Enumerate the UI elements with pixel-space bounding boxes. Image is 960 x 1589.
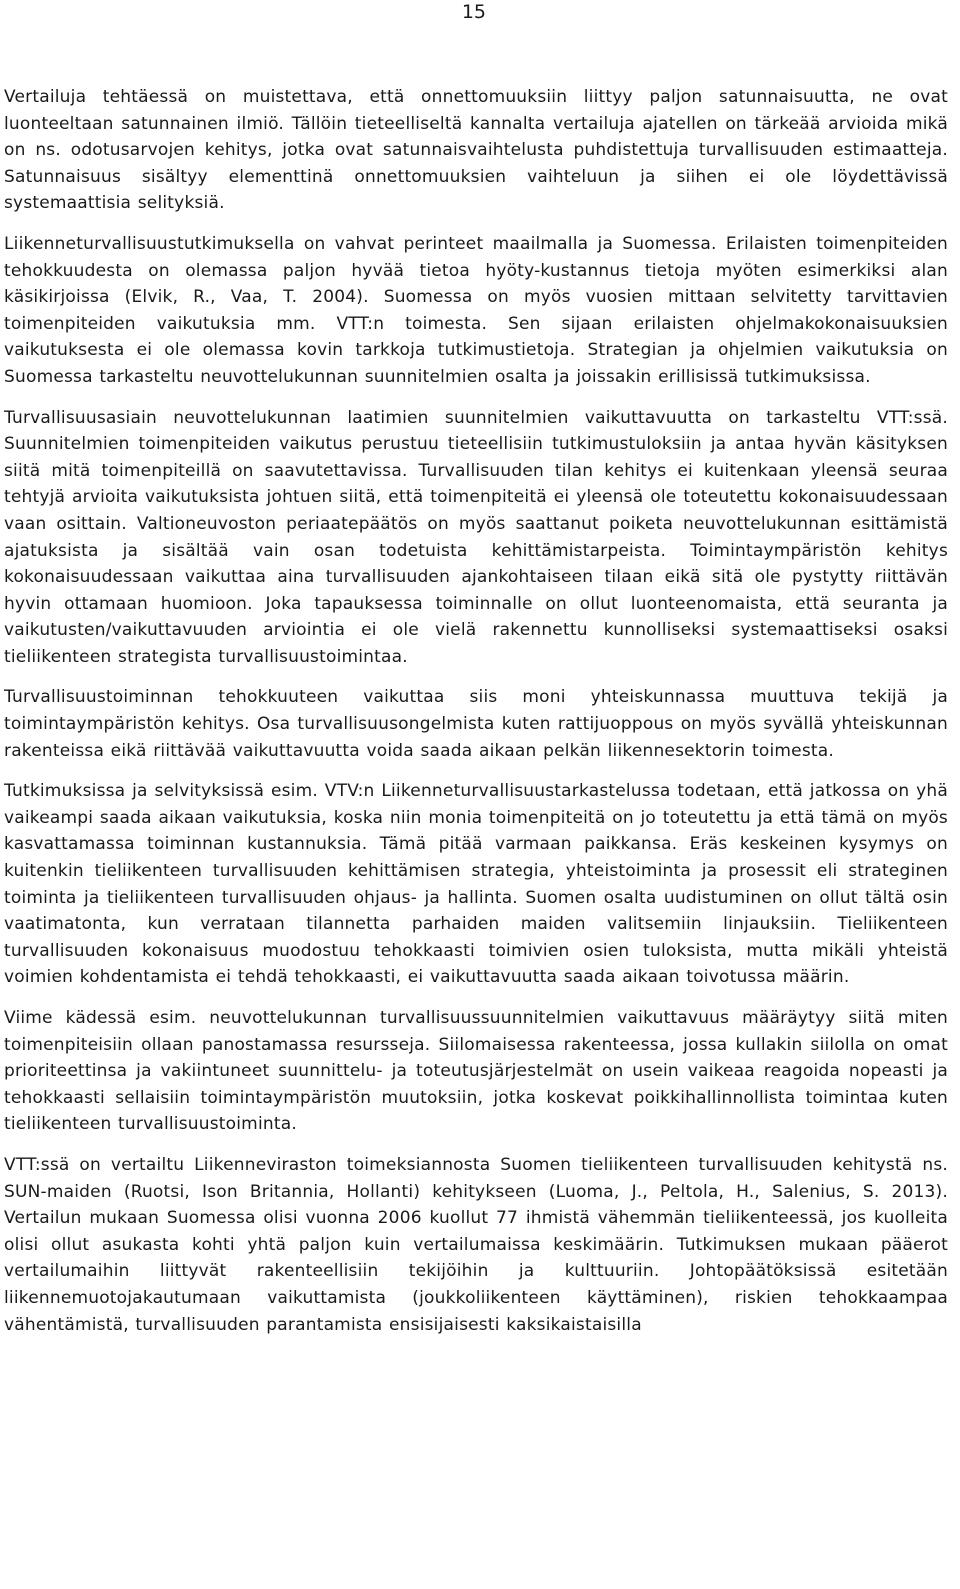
paragraph-committee-plans: Turvallisuusasiain neuvottelukunnan laatimien suunnitelmien vaikuttavuutta on tarkasteltu VTT:ssä. Suunnitelmien toimenpiteiden vaikutus perustuu tieteellisiin tutkimustuloksiin ja antaa hyvän käsityksen siitä mitä toimenpiteillä on saavutettavissa. Turvallisuuden tilan kehitys ei kuitenkaan yleensä seuraa tehtyjä arvioita vaikutuksista johtuen siitä, että toimenpiteitä ei yleensä ole toteutettu kokonaisuudessaan vaan osittain. Valtioneuvoston periaatepäätös on myös saattanut poiketa neuvottelukunnan esittämistä ajatuksista ja sisältää vain osan todetuista kehittämistarpeista. Toimintaympäristön kehitys kokonaisuudessaan vaikuttaa aina turvallisuuden ajankohtaiseen tilaan eikä sitä ole pystytty riittävän hyvin ottamaan huomioon. Joka tapauksessa toiminnalle on ollut luonteenomaista, että seuranta ja vaikutusten/vaikuttavuuden arviointia ei ole vielä rakennettu kunnolliseksi systemaattiseksi osaksi tieliikenteen strategista turvallisuustoimintaa. (4, 407, 948, 667)
paragraph-comparison-randomness: Vertailuja tehtäessä on muistettava, että onnettomuuksiin liittyy paljon satunnaisuutta, ne ovat luonteeltaan satunnainen ilmiö. Tällöin tieteelliseltä kannalta vertailuja ajatellen on tärkeää arvioida mikä on ns. odotusarvojen kehitys, jotka ovat satunnaisvaihtelusta puhdistettuja turvallisuuden estimaatteja. Satunnaisuus sisältyy elementtinä onnettomuuksien vaihteluun ja siihen ei ole löydettävissä systemaattisia selityksiä. (4, 87, 948, 214)
body-text (4, 84, 948, 1352)
paragraph-studies-strategy: Tutkimuksissa ja selvityksissä esim. VTV:n Liikenneturvallisuustarkastelussa todetaan, että jatkossa on yhä vaikeampi saada aikaan vaikutuksia, koska niin monia toimenpiteitä on jo toteutettu ja että tämä on myös kasvattamassa toiminnan kustannuksia. Tämä pitää varmaan paikkansa. Eräs keskeinen kysymys on kuitenkin tieliikenteen turvallisuuden kehittämisen strategia, yhteistoiminta ja prosessit eli strateginen toiminta ja tieliikenteen turvallisuuden ohjaus- ja hallinta. Suomen osalta uudistuminen on ollut tältä osin vaatimatonta, kun verrataan tilannetta parhaiden maiden valitsemiin linjauksiin. Tieliikenteen turvallisuuden kokonaisuus muodostuu tehokkaasti toimivien osien tuloksista, mutta mikäli yhteistä voimien kohdentamista ei tehdä tehokkaasti, ei vaikuttavuutta saada aikaan toivotussa määrin. (4, 781, 948, 988)
paragraph-efficiency-factors: Turvallisuustoiminnan tehokkuuteen vaikuttaa siis moni yhteiskunnassa muuttuva tekijä ja toimintaympäristön kehitys. Osa turvallisuusongelmista kuten rattijuoppous on myös syvällä yhteiskunnan rakenteissa eikä riittävää vaikuttavuutta voida saada aikaan pelkän liikennesektorin toimesta. (4, 687, 948, 761)
page-number: 15 (461, 1, 486, 23)
paragraph-research-tradition: Liikenneturvallisuustutkimuksella on vahvat perinteet maailmalla ja Suomessa. Erilaisten toimenpiteiden tehokkuudesta on olemassa paljon hyvää tietoa hyöty-kustannus tietoja myöten esimerkiksi alan käsikirjoissa (Elvik, R., Vaa, T. 2004). Suomessa on myös vuosien mittaan selvitetty tarvittavien toimenpiteiden vaikutuksia mm. VTT:n toimesta. Sen sijaan erilaisten ohjelmakokonaisuuksien vaikutuksesta ei ole olemassa kovin tarkkoja tutkimustietoja. Strategian ja ohjelmien vaikutuksia on Suomessa tarkasteltu neuvottelukunnan suunnitelmien osalta ja joissakin erillisissä tutkimuksissa. (4, 233, 948, 387)
paragraph-sun-comparison: VTT:ssä on vertailtu Liikenneviraston toimeksiannosta Suomen tieliikenteen turvallisuuden kehitystä ns. SUN-maiden (Ruotsi, Ison Britannia, Hollanti) kehitykseen (Luoma, J., Peltola, H., Salenius, S. 2013). Vertailun mukaan Suomessa olisi vuonna 2006 kuollut 77 ihmistä vähemmän tieliikenteessä, jos kuolleita olisi ollut asukasta kohti yhtä paljon kuin vertailumaissa keskimäärin. Tutkimuksen mukaan pääerot vertailumaihin liittyvät rakenteellisiin tekijöihin ja kulttuuriin. Johtopäätöksissä esitetään liikennemuotojakautumaan vaikuttamista (joukkoliikenteen käyttäminen), riskien tehokkaampaa vähentämistä, turvallisuuden parantamista ensisijaisesti kaksikaistaisilla (4, 1154, 948, 1335)
paragraph-resources: Viime kädessä esim. neuvottelukunnan turvallisuussuunnitelmien vaikuttavuus määräytyy siitä miten toimenpiteisiin ollaan panostamassa resursseja. Siilomaisessa rakenteessa, jossa kullakin siilolla on omat prioriteettinsa ja vakiintuneet suunnittelu- ja toteutusjärjestelmät on usein vaikeaa reagoida nopeasti ja tehokkaasti sellaisiin toimintaympäristön muutoksiin, jotka koskevat poikkihallinnollista toimintaa kuten tieliikenteen turvallisuustoiminta. (4, 1008, 948, 1135)
